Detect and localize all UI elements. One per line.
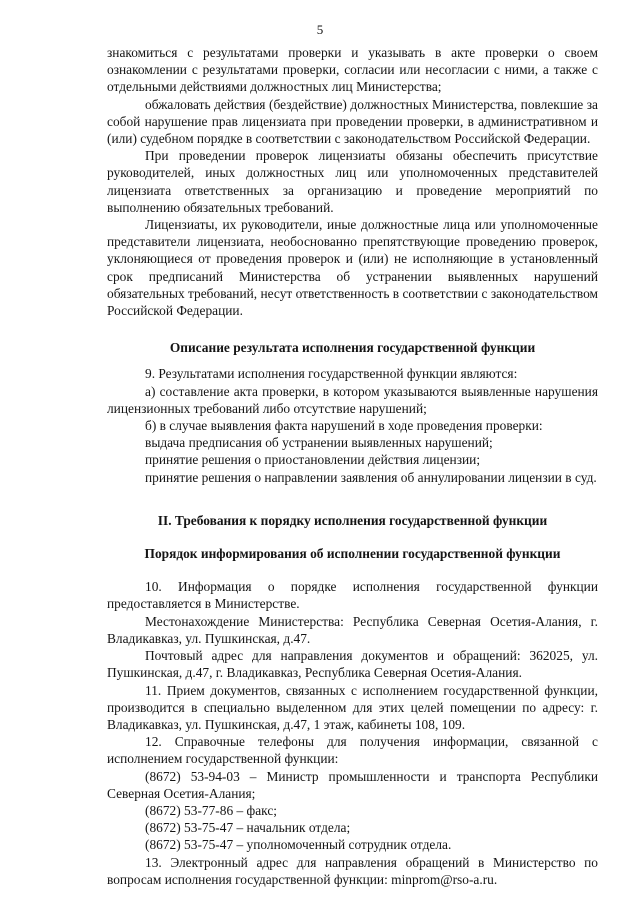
result-item: 9. Результатами исполнения государственной функции являются: <box>145 366 518 382</box>
info-item: Почтовый адрес для направления документов и обращений: 362025, ул. Пушкинская, д.47, г. Владикавказ, Республика Северная Осетия-Алания. <box>107 648 598 681</box>
paragraph: знакомиться с результатами проверки и указывать в акте проверки о своем ознакомлении с результатами проверки, согласии или несогласии с ними, а также с отдельными действиями должностных лиц Министерства; <box>107 45 598 95</box>
paragraph: Лицензиаты, их руководители, иные должностные лица или уполномоченные представители лицензиата, необоснованно препятствующие проведению проверок, уклоняющиеся от проведения проверок и (или) не исполняющие в установленный срок предписаний Министерства об устранении выявленных нарушений обязательных требований, несут ответственность в соответствии с законодательством Российской Федерации. <box>107 217 598 319</box>
paragraph: При проведении проверок лицензиаты обязаны обеспечить присутствие руководителей, иных должностных лиц или уполномоченных представителей лицензиата ответственных за организацию и проведение мероприятий по выполнению обязательных требований. <box>107 148 598 215</box>
heading-result: Описание результата исполнения государственной функции <box>169 340 536 356</box>
info-item: Местонахождение Министерства: Республика Северная Осетия-Алания, г. Владикавказ, ул. Пушкинская, д.47. <box>107 613 598 646</box>
phone-line: (8672) 53-77-86 – факс; <box>145 802 277 818</box>
page-number: 5 <box>316 22 324 37</box>
phone-line: (8672) 53-75-47 – начальник отдела; <box>145 820 351 836</box>
result-item: принятие решения о приостановлении действия лицензии; <box>145 452 481 468</box>
section-heading: II. Требования к порядку исполнения государственной функции <box>157 512 548 528</box>
info-item: 13. Электронный адрес для направления обращений в Министерство по вопросам исполнения государственной функции: minprom@rso-a.ru. <box>107 854 598 887</box>
info-item: 11. Прием документов, связанных с исполнением государственной функции, производится в специально выделенном для этих целей помещении по адресу: г. Владикавказ, ул. Пушкинская, д.47, 1 этаж, кабинеты 108, 109. <box>107 682 598 732</box>
paragraph: обжаловать действия (бездействие) должностных Министерства, повлекшие за собой нарушение прав лицензиата при проведении проверки, в административном и (или) судебном порядке в соответствии с законодательством Российской Федерации. <box>107 96 598 147</box>
phone-line: (8672) 53-75-47 – уполномоченный сотрудник отдела. <box>145 837 452 853</box>
result-item: а) составление акта проверки, в котором указываются выявленные нарушения лицензионных требований либо отсутствие нарушений; <box>107 383 598 416</box>
phone-line: (8672) 53-94-03 – Министр промышленности и транспорта Республики Северная Осетия-Алания; <box>107 768 598 801</box>
result-item: б) в случае выявления факта нарушений в ходе проведения проверки: <box>145 418 543 434</box>
result-item: выдача предписания об устранении выявленных нарушений; <box>145 435 493 451</box>
subsection-heading: Порядок информирования об исполнении государственной функции <box>144 546 561 562</box>
document-body <box>107 44 598 888</box>
info-item: 10. Информация о порядке исполнения государственной функции предоставляется в Министерстве. <box>107 579 598 612</box>
result-item: принятие решения о направлении заявления об аннулировании лицензии в суд. <box>145 469 597 485</box>
info-item: 12. Справочные телефоны для получения информации, связанной с исполнением государственной функции: <box>107 734 598 767</box>
